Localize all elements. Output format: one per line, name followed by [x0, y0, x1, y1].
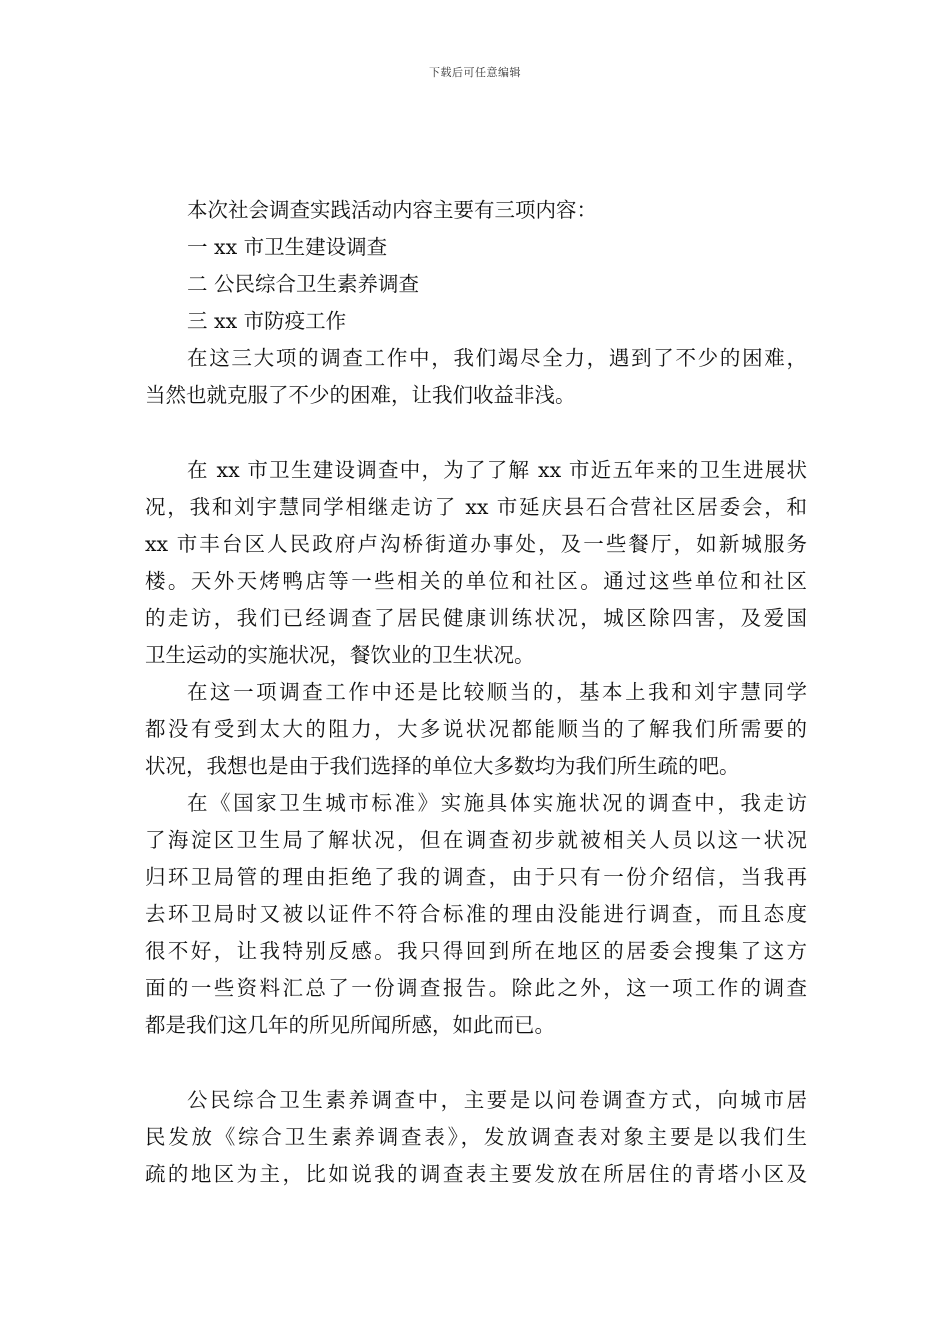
intro-summary-paragraph	[145, 340, 807, 414]
paragraph-line: 了海淀区卫生局了解状况，但在调查初步就被相关人员以这一状况	[145, 828, 807, 852]
paragraph-line: 疏的地区为主，比如说我的调查表主要发放在所居住的青塔小区及	[145, 1162, 807, 1186]
paragraph-line: 都是我们这几年的所见所闻所感，如此而已。	[145, 1013, 555, 1037]
paragraph-line: 状况，我想也是由于我们选择的单位大多数均为我们所生疏的吧。	[145, 754, 740, 778]
section2-paragraph-1	[145, 1082, 807, 1193]
intro-item-1: 一 xx 市卫生建设调查	[187, 235, 388, 259]
paragraph-line: 况，我和刘宇慧同学相继走访了 xx 市延庆县石合营社区居委会，和	[145, 495, 807, 519]
section1-paragraph-3	[145, 785, 807, 1044]
paragraph-line: 很不好，让我特别反感。我只得回到所在地区的居委会搜集了这方	[145, 939, 807, 963]
intro-lead: 本次社会调查实践活动内容主要有三项内容：	[187, 198, 597, 222]
paragraph-line: 在《国家卫生城市标准》实施具体实施状况的调查中，我走访	[187, 791, 807, 815]
paragraph-line: 楼。天外天烤鸭店等一些相关的单位和社区。通过这些单位和社区	[145, 569, 807, 593]
paragraph-line: 当然也就克服了不少的困难，让我们收益非浅。	[145, 383, 576, 407]
paragraph-line: 面的一些资料汇总了一份调查报告。除此之外，这一项工作的调查	[145, 976, 807, 1000]
paragraph-line: 都没有受到太大的阻力，大多说状况都能顺当的了解我们所需要的	[145, 717, 807, 741]
paragraph-line: 的走访，我们已经调查了居民健康训练状况，城区除四害，及爱国	[145, 606, 807, 630]
paragraph-line: 民发放《综合卫生素养调查表》，发放调查表对象主要是以我们生	[145, 1125, 807, 1149]
paragraph-line: 在 xx 市卫生建设调查中，为了了解 xx 市近五年来的卫生进展状	[187, 458, 807, 482]
section1-paragraph-2	[145, 674, 807, 785]
page-header-note: 下载后可任意编辑	[429, 66, 521, 79]
paragraph-line: 去环卫局时又被以证件不符合标准的理由没能进行调查，而且态度	[145, 902, 807, 926]
section1-paragraph-1	[145, 452, 807, 674]
paragraph-line: 卫生运动的实施状况，餐饮业的卫生状况。	[145, 643, 535, 667]
paragraph-gap	[145, 414, 807, 452]
paragraph-line: 在这三大项的调查工作中，我们竭尽全力，遇到了不少的困难，	[187, 346, 807, 370]
intro-item-3: 三 xx 市防疫工作	[187, 309, 347, 333]
paragraph-line: 归环卫局管的理由拒绝了我的调查，由于只有一份介绍信，当我再	[145, 865, 807, 889]
paragraph-line: xx 市丰台区人民政府卢沟桥街道办事处，及一些餐厅，如新城服务	[145, 532, 807, 556]
paragraph-line: 在这一项调查工作中还是比较顺当的，基本上我和刘宇慧同学	[187, 680, 807, 704]
document-body	[145, 192, 807, 1193]
paragraph-gap	[145, 1044, 807, 1082]
paragraph-line: 公民综合卫生素养调查中，主要是以问卷调查方式，向城市居	[187, 1088, 807, 1112]
intro-item-2: 二 公民综合卫生素养调查	[187, 272, 420, 296]
